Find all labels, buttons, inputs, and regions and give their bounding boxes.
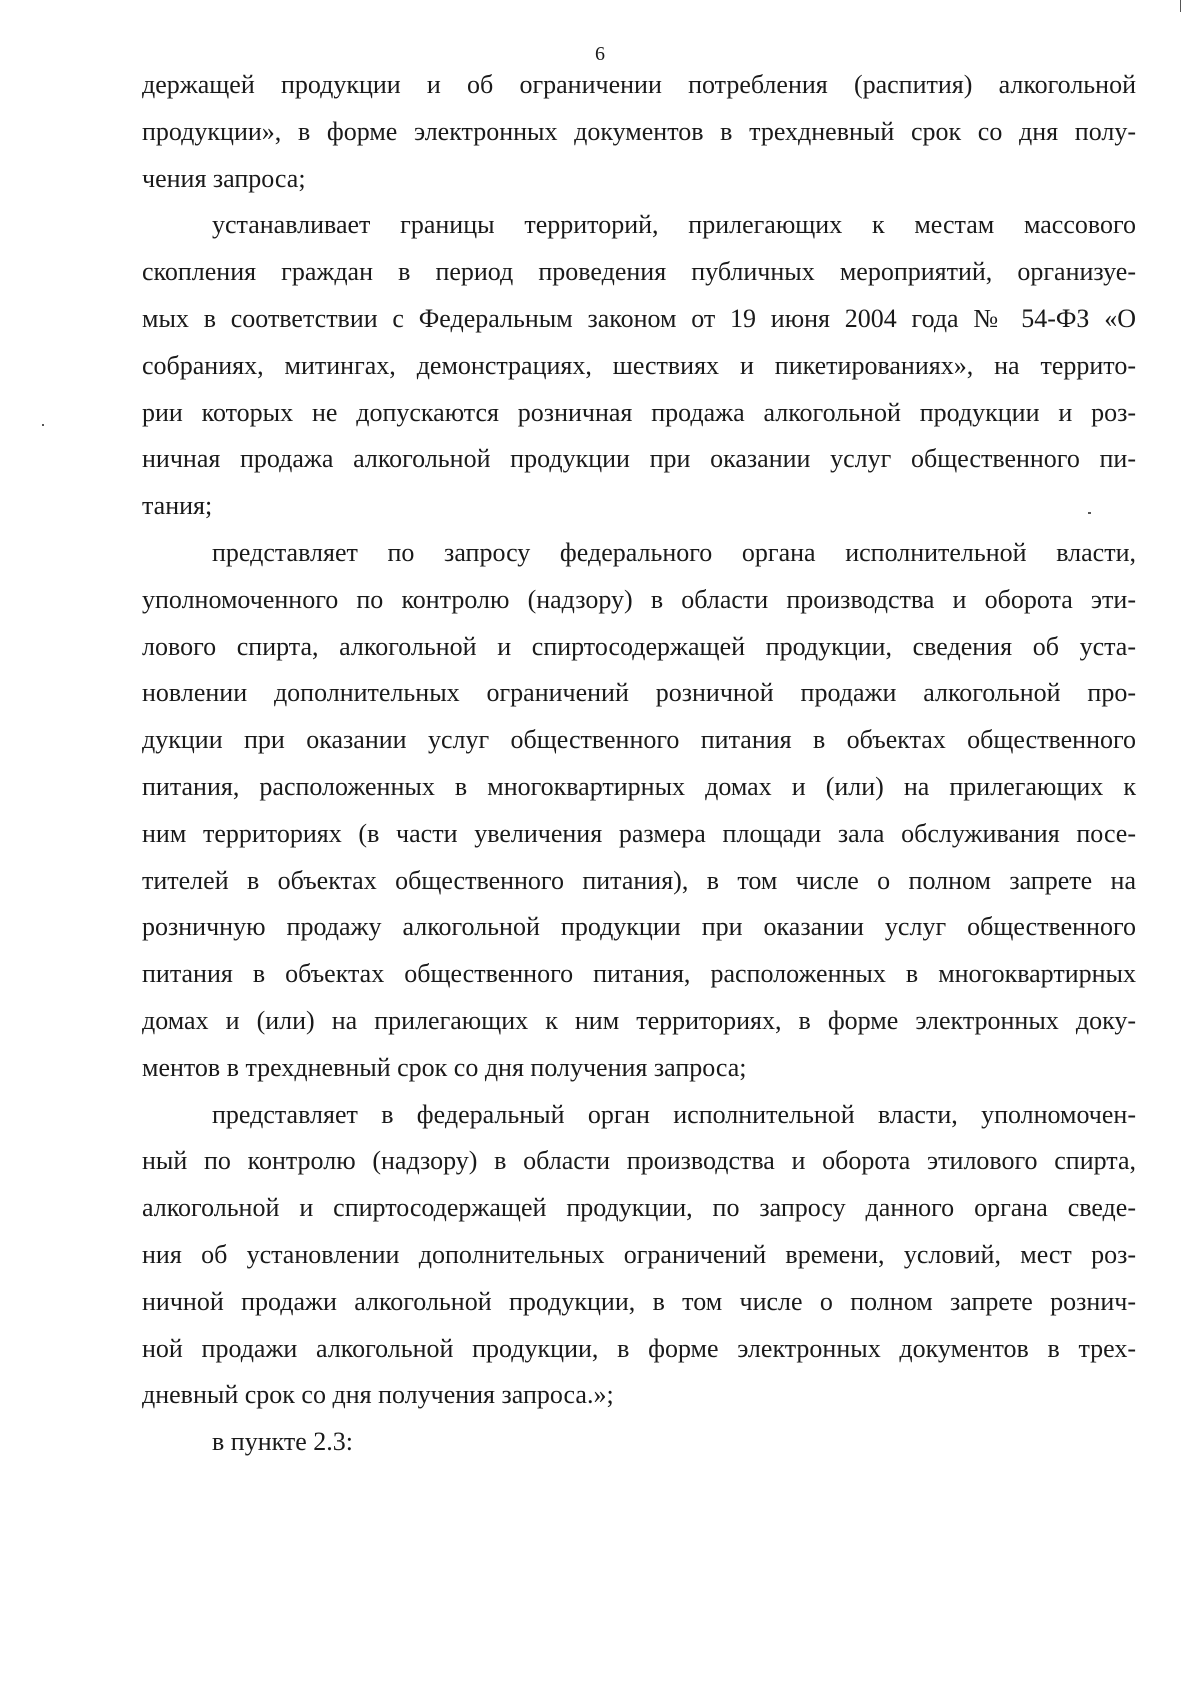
text-line: ним территориях (в части увеличения размера площади зала обслуживания посе- — [142, 818, 1136, 848]
text-line: питания, расположенных в многоквартирных домах и (или) на прилегающих к — [142, 771, 1136, 801]
text-line: скопления граждан в период проведения публичных мероприятий, организуе- — [142, 257, 1136, 287]
scan-artifact — [1088, 512, 1091, 514]
text-line: дукции при оказании услуг общественного питания в объектах общественного — [142, 725, 1136, 755]
paragraph — [142, 1092, 1136, 1420]
text-line: ничной продажи алкогольной продукции, в том числе о полном запрете рознич- — [142, 1286, 1136, 1316]
text-line: питания в объектах общественного питания, расположенных в многоквартирных — [142, 959, 1136, 989]
text-line: в пункте 2.3: — [212, 1427, 354, 1457]
page-number: 6 — [595, 43, 605, 65]
text-line: ный по контролю (надзору) в области производства и оборота этилового спирта, — [142, 1146, 1136, 1176]
text-line: держащей продукции и об ограничении потребления (распития) алкогольной — [142, 70, 1136, 99]
paragraph — [142, 1419, 1136, 1466]
text-line: ментов в трехдневный срок со дня получения запроса; — [142, 1052, 747, 1082]
text-line: тителей в объектах общественного питания), в том числе о полном запрете на — [142, 865, 1136, 895]
text-line: представляет в федеральный орган исполнительной власти, уполномочен- — [212, 1099, 1136, 1129]
text-line: собраниях, митингах, демонстрациях, шествиях и пикетированиях», на террито- — [142, 350, 1136, 380]
paragraph — [142, 530, 1136, 1092]
text-line: ничная продажа алкогольной продукции при оказании услуг общественного пи- — [142, 444, 1136, 474]
scan-artifact — [42, 424, 44, 426]
text-line: алкогольной и спиртосодержащей продукции, по запросу данного органа сведе- — [142, 1193, 1136, 1223]
text-line: тания; — [142, 491, 213, 521]
text-line: устанавливает границы территорий, прилегающих к местам массового — [212, 210, 1136, 240]
text-line: мых в соответствии с Федеральным законом от 19 июня 2004 года № 54-ФЗ «О — [142, 303, 1136, 333]
text-line: представляет по запросу федерального органа исполнительной власти, — [212, 537, 1136, 567]
text-line: чения запроса; — [142, 163, 306, 193]
text-line: ния об установлении дополнительных ограничений времени, условий, мест роз- — [142, 1239, 1136, 1269]
text-line: дневный срок со дня получения запроса.»; — [142, 1380, 614, 1410]
document-body — [142, 62, 1136, 1466]
text-line: рии которых не допускаются розничная продажа алкогольной продукции и роз- — [142, 397, 1136, 427]
text-line: новлении дополнительных ограничений розничной продажи алкогольной про- — [142, 678, 1136, 708]
text-line: розничную продажу алкогольной продукции при оказании услуг общественного — [142, 912, 1136, 942]
scan-artifact — [1180, 0, 1181, 12]
paragraph — [142, 62, 1136, 202]
text-line: уполномоченного по контролю (надзору) в области производства и оборота эти- — [142, 584, 1136, 614]
text-line: продукции», в форме электронных документов в трехдневный срок со дня полу- — [142, 116, 1136, 146]
text-line: лового спирта, алкогольной и спиртосодержащей продукции, сведения об уста- — [142, 631, 1136, 661]
text-line: домах и (или) на прилегающих к ним территориях, в форме электронных доку- — [142, 1005, 1136, 1035]
text-line: ной продажи алкогольной продукции, в форме электронных документов в трех- — [142, 1333, 1136, 1363]
paragraph — [142, 202, 1136, 530]
